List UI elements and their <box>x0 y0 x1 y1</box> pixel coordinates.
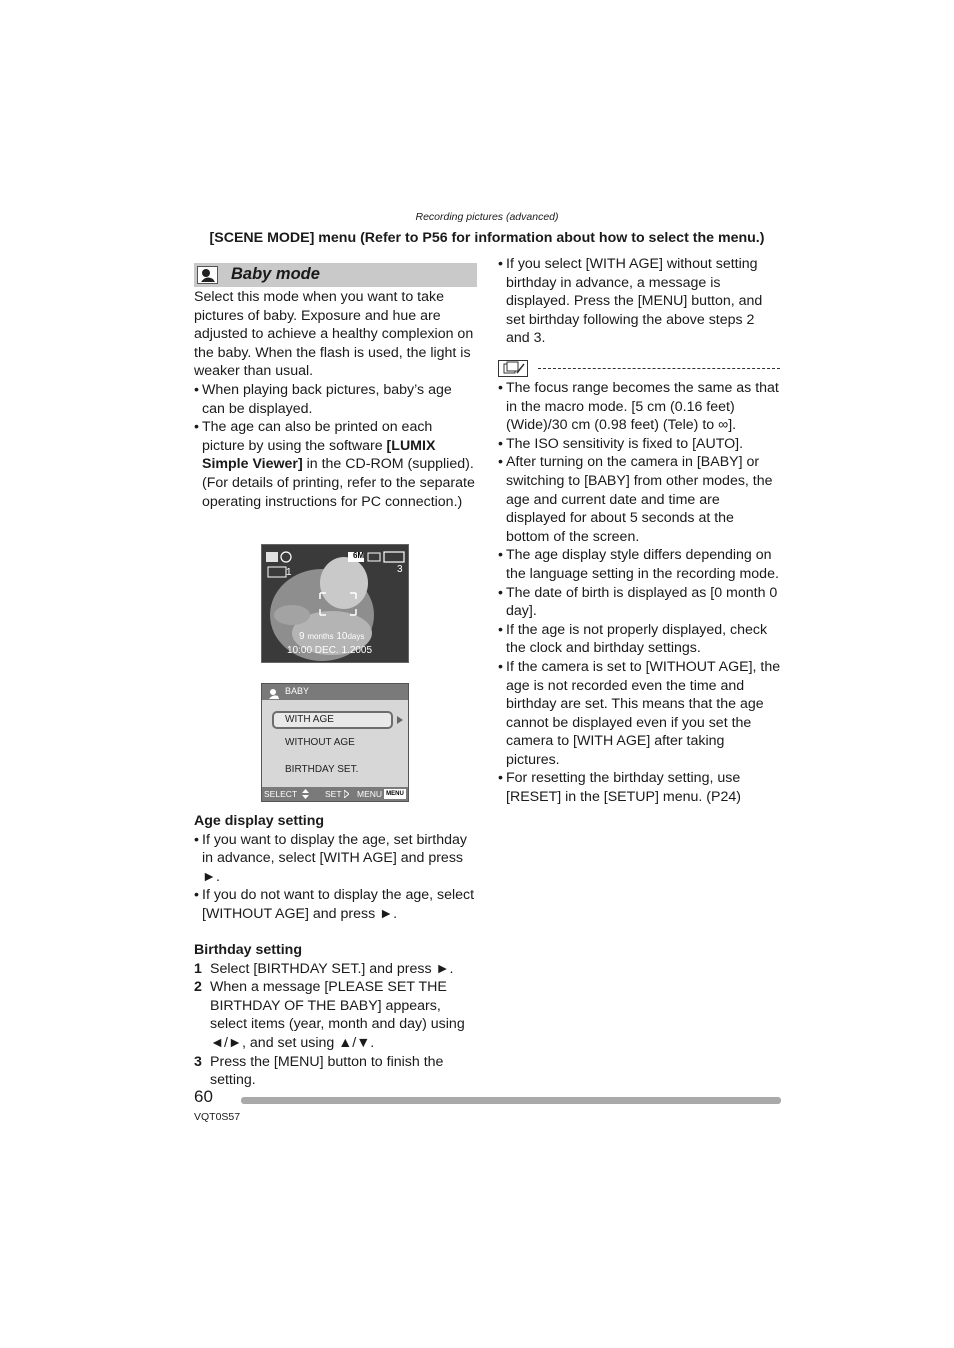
note-icon <box>498 360 528 377</box>
bullet-text: The age can also be printed on each picture by using the software <box>202 419 433 454</box>
camera-preview-screen <box>261 544 409 663</box>
step-number: 2 <box>194 979 202 996</box>
menu-button-badge: MENU <box>384 789 406 799</box>
step-text: Press the [MENU] button to finish the setting. <box>210 1053 444 1089</box>
baby-mode-icon <box>197 266 218 284</box>
menu-heading: [SCENE MODE] menu (Refer to P56 for information about how to select the menu.) <box>209 230 765 246</box>
step-item <box>194 1053 478 1090</box>
menu-footer-bar <box>262 787 408 801</box>
list-item: • The age display style differs depending on the language setting in the recording mode. <box>498 546 781 583</box>
footer-set-label: SET <box>325 789 342 799</box>
step-number: 3 <box>194 1053 202 1070</box>
age-months-word: months <box>307 632 334 641</box>
up-down-icon <box>302 789 309 799</box>
section-title-bar <box>194 263 477 287</box>
intro-block <box>194 288 478 511</box>
age-days-word: days <box>347 632 365 641</box>
list-item: • The ISO sensitivity is fixed to [AUTO]. <box>498 435 781 454</box>
birthday-block <box>194 941 478 1090</box>
menu-title-bar <box>262 684 408 700</box>
date-time-readout: 10:00 DEC. 1.2005 <box>287 645 373 656</box>
list-item <box>194 418 478 511</box>
list-item: • When playing back pictures, baby’s age can be displayed. <box>194 381 478 418</box>
note-divider <box>538 368 780 369</box>
list-item: • The date of birth is displayed as [0 month 0 day]. <box>498 584 781 621</box>
list-item: • If you want to display the age, set birthday in advance, select [WITH AGE] and press ►. <box>194 831 478 887</box>
list-item: • For resetting the birthday setting, use [RESET] in the [SETUP] menu. (P24) <box>498 769 781 806</box>
step-text: Select [BIRTHDAY SET.] and press ►. <box>210 960 454 977</box>
footer-select-label: SELECT <box>264 789 298 799</box>
list-item: • If you select [WITH AGE] without setting birthday in advance, a message is displayed. Press the [MENU] button, and set birthday following the above steps 2 and 3. <box>498 255 781 348</box>
section-title: Baby mode <box>231 265 320 283</box>
step-text: When a message [PLEASE SET THE BIRTHDAY OF THE BABY] appears, select items (year, month and day) using ◄/►, and set using ▲/▼. <box>210 979 465 1051</box>
menu-title: BABY <box>285 686 310 696</box>
list-item: • If you do not want to display the age, select [WITHOUT AGE] and press ►. <box>194 886 478 923</box>
birthday-heading: Birthday setting <box>194 942 302 958</box>
right-top-block <box>498 255 781 348</box>
running-header: Recording pictures (advanced) <box>415 211 559 223</box>
age-months-num: 9 <box>299 631 305 642</box>
intro-text: Select this mode when you want to take pictures of baby. Exposure and hue are adjusted to achieve a healthy complexion on the baby. When the flash is used, the light is weaker than usual. <box>194 289 474 380</box>
shot-counter-left: 1 <box>286 567 292 578</box>
list-item: • After turning on the camera in [BABY] or switching to [BABY] from other modes, the age and current date and time are displayed for about 5 seconds at the bottom of the screen. <box>498 453 781 546</box>
remaining-counter: 3 <box>397 564 403 575</box>
baby-mode-icon <box>268 686 280 704</box>
list-item: • If the camera is set to [WITHOUT AGE], the age is not recorded even the time and birthday are set. This means that the age cannot be displayed even if you set the camera to [WITH AGE] after taking pictures. <box>498 658 781 770</box>
step-item <box>194 960 478 979</box>
software-name: [LUMIX Simple Viewer] <box>202 437 436 473</box>
footer-menu-label: MENU <box>357 789 383 799</box>
arrow-right-icon <box>397 716 403 724</box>
footer-bar <box>241 1097 781 1104</box>
age-readout <box>299 631 364 642</box>
model-code: VQT0S57 <box>194 1111 241 1123</box>
menu-item-birthday-set[interactable]: BIRTHDAY SET. <box>285 764 359 775</box>
baby-menu-screen <box>261 683 409 802</box>
menu-item-without-age[interactable]: WITHOUT AGE <box>285 737 355 748</box>
age-display-block <box>194 812 478 924</box>
step-number: 1 <box>194 960 202 977</box>
notes-block <box>498 379 781 807</box>
menu-item-with-age[interactable]: WITH AGE <box>285 714 334 725</box>
page-number: 60 <box>194 1087 213 1106</box>
arrow-right-icon <box>344 790 349 798</box>
list-item: • If the age is not properly displayed, check the clock and birthday settings. <box>498 621 781 658</box>
bullet-text: in the CD-ROM (supplied). (For details of printing, refer to the separate operating instructions for PC connection.) <box>202 456 475 510</box>
list-item: • The focus range becomes the same as that in the macro mode. [5 cm (0.16 feet) (Wide)/30 cm (0.98 feet) (Tele) to ∞]. <box>498 379 781 435</box>
age-display-heading: Age display setting <box>194 813 325 829</box>
step-item <box>194 978 478 1052</box>
picture-size-badge: 6M <box>353 551 365 560</box>
age-days-num: 10 <box>336 631 348 642</box>
